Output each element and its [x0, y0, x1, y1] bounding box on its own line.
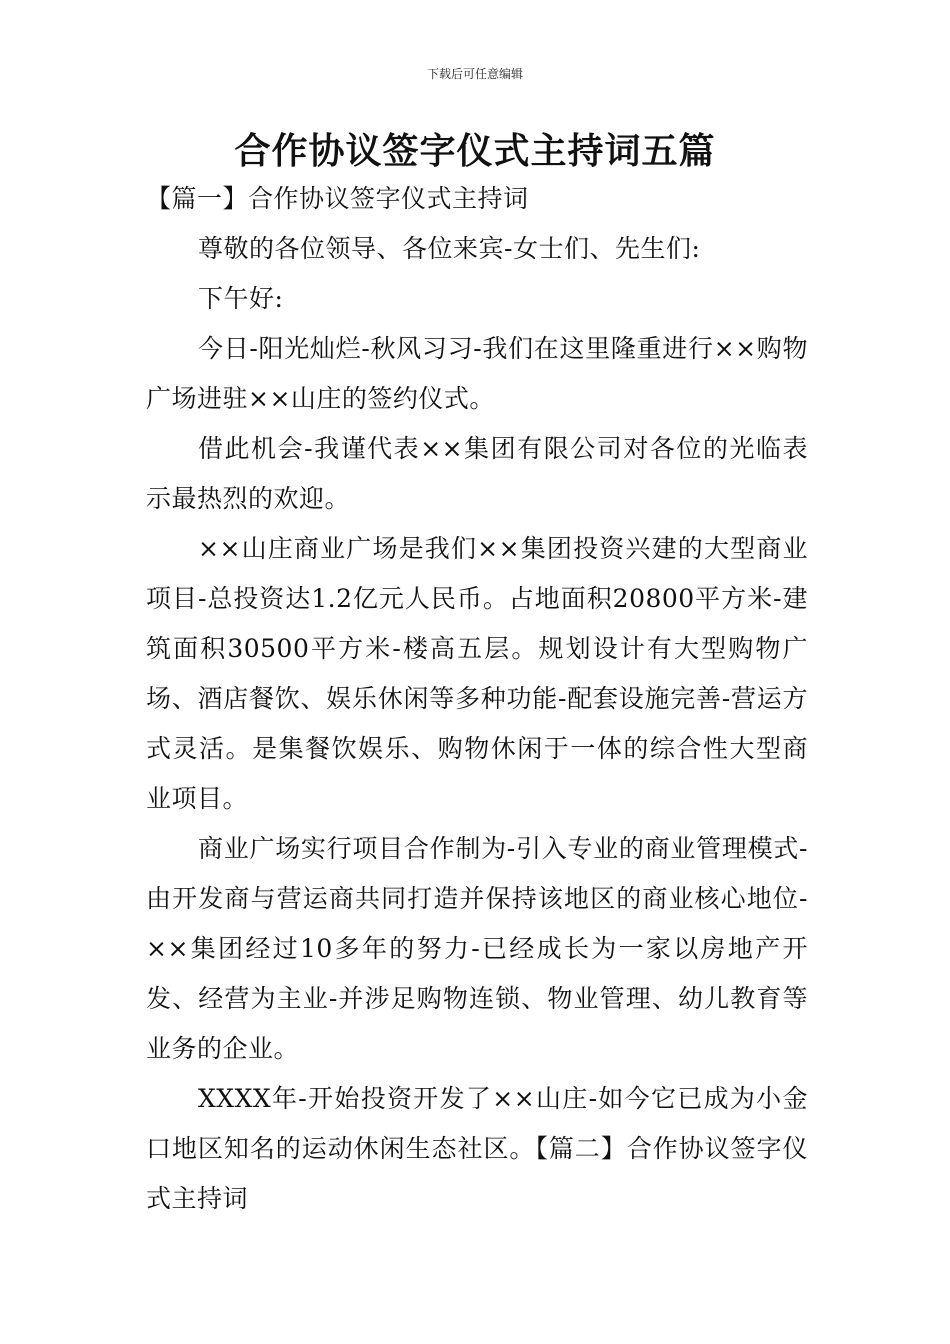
paragraph-development-history: XXXX年-开始投资开发了××山庄-如今它已成为小金口地区知名的运动休闲生态社区。【篇二】合作协议签字仪式主持词 [146, 1084, 808, 1213]
header-note: 下载后可任意编辑 [426, 67, 523, 81]
document-title: 合作协议签字仪式主持词五篇 [234, 130, 716, 172]
document-body [146, 174, 808, 1224]
paragraph-project-overview: ××山庄商业广场是我们××集团投资兴建的大型商业项目-总投资达1.2亿元人民币。占地面积20800平方米-建筑面积30500平方米-楼高五层。规划设计有大型购物广场、酒店餐饮、娱乐休闲等多种功能-配套设施完善-营运方式灵活。是集餐饮娱乐、购物休闲于一体的综合性大型商业项目。 [146, 534, 808, 813]
paragraph-cooperation-model: 商业广场实行项目合作制为-引入专业的商业管理模式-由开发商与营运商共同打造并保持该地区的商业核心地位-××集团经过10多年的努力-已经成长为一家以房地产开发、经营为主业-并涉足购物连锁、物业管理、幼儿教育等业务的企业。 [146, 834, 808, 1063]
paragraph-greeting: 尊敬的各位领导、各位来宾-女士们、先生们: [198, 234, 701, 263]
section-heading: 【篇一】合作协议签字仪式主持词 [146, 184, 529, 213]
paragraph-welcome: 借此机会-我谨代表××集团有限公司对各位的光临表示最热烈的欢迎。 [146, 434, 808, 513]
paragraph-good-afternoon: 下午好: [198, 284, 284, 313]
paragraph-signing-ceremony: 今日-阳光灿烂-秋风习习-我们在这里隆重进行××购物广场进驻××山庄的签约仪式。 [146, 334, 808, 413]
